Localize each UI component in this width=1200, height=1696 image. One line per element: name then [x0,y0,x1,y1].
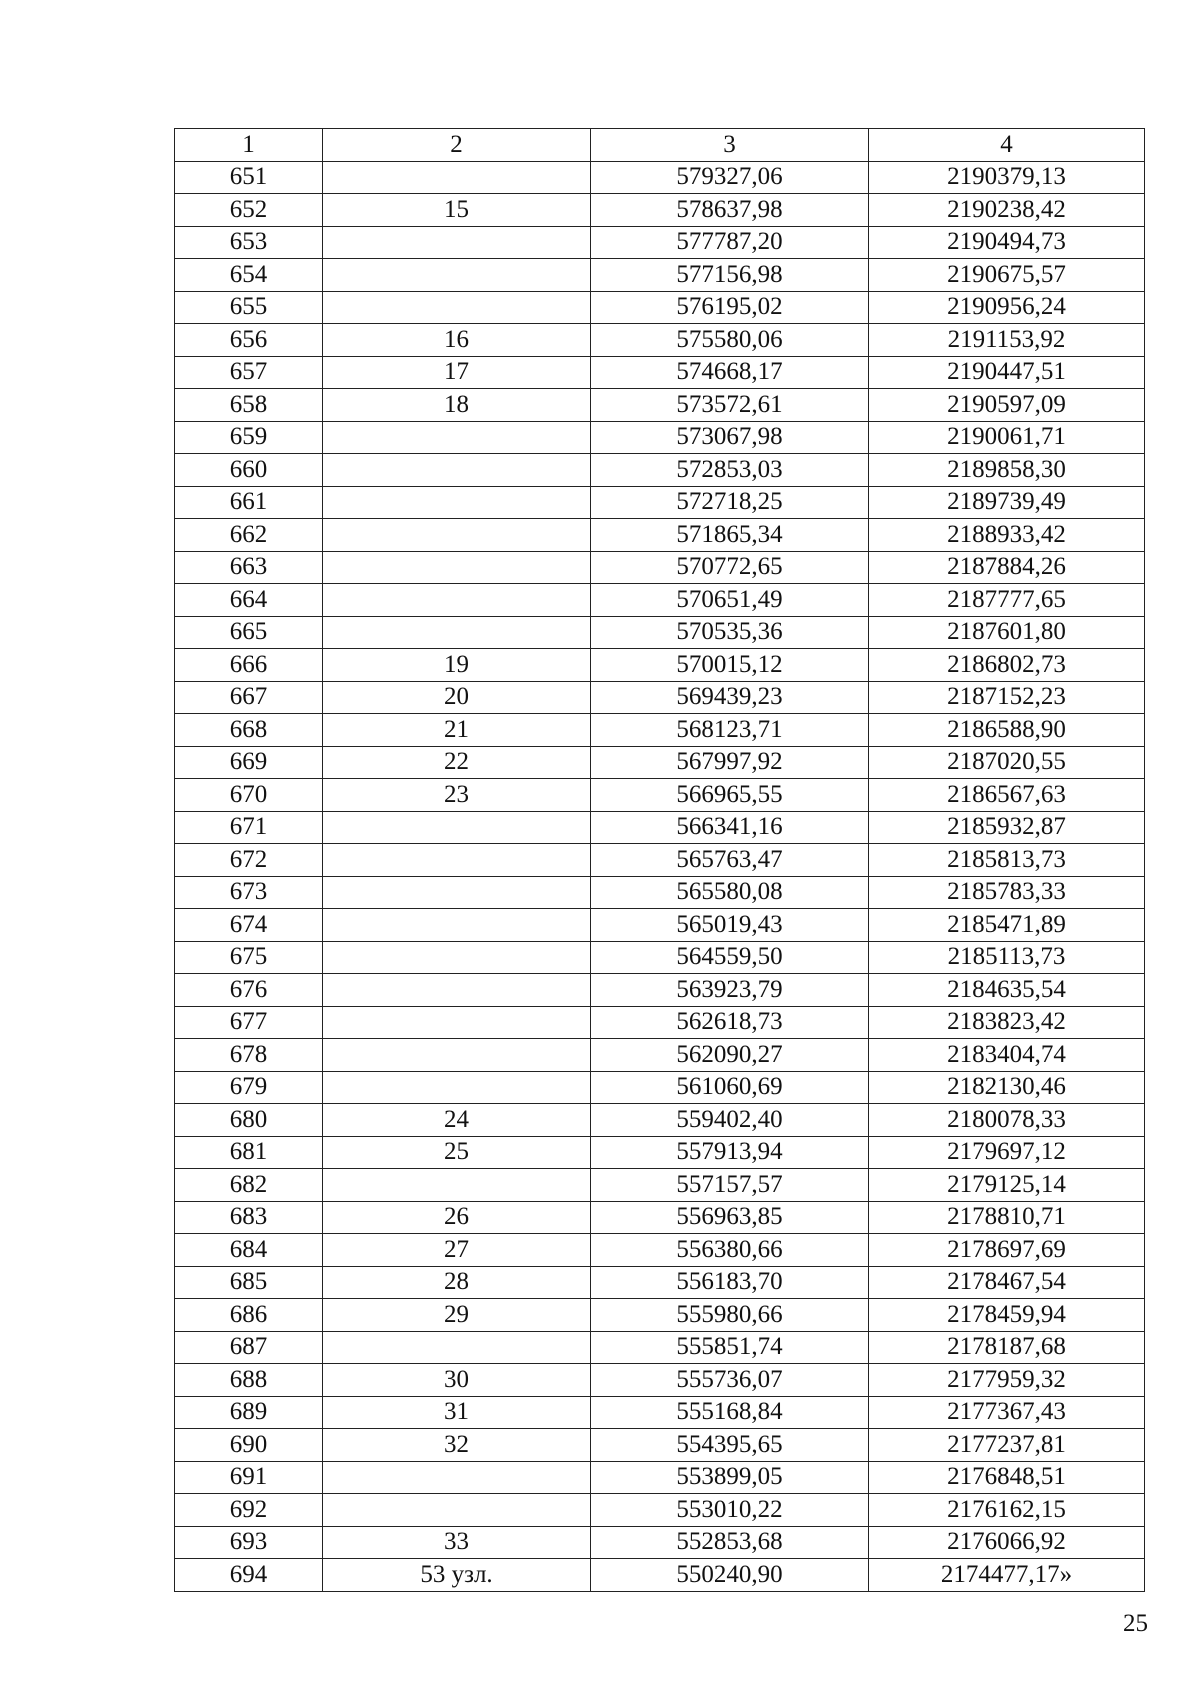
table-cell: 577787,20 [591,226,869,259]
table-row [175,324,1145,357]
table-cell: 2186567,63 [869,779,1145,812]
table-row [175,746,1145,779]
table-cell: 2183823,42 [869,1006,1145,1039]
table-row [175,259,1145,292]
table-cell: 565019,43 [591,909,869,942]
table-cell: 2191153,92 [869,324,1145,357]
table-cell: 30 [323,1364,591,1397]
table-cell: 556183,70 [591,1266,869,1299]
table-cell: 2189858,30 [869,454,1145,487]
table-cell: 688 [175,1364,323,1397]
table-row [175,1526,1145,1559]
table-cell: 654 [175,259,323,292]
table-cell: 2186802,73 [869,649,1145,682]
table-row [175,519,1145,552]
table-cell: 667 [175,681,323,714]
table-row [175,1461,1145,1494]
table-row [175,161,1145,194]
table-row [175,584,1145,617]
table-cell: 27 [323,1234,591,1267]
table-cell: 15 [323,194,591,227]
table-row [175,194,1145,227]
table-cell: 576195,02 [591,291,869,324]
table-cell: 553899,05 [591,1461,869,1494]
table-cell: 2185813,73 [869,844,1145,877]
table-cell: 550240,90 [591,1559,869,1592]
table-cell [323,909,591,942]
table-cell: 569439,23 [591,681,869,714]
table-cell [323,1331,591,1364]
table-cell [323,1071,591,1104]
table-cell: 32 [323,1429,591,1462]
table-cell: 572853,03 [591,454,869,487]
table-header-row [175,129,1145,162]
table-row [175,1234,1145,1267]
table-cell: 2185783,33 [869,876,1145,909]
table-row [175,1039,1145,1072]
table-cell: 575580,06 [591,324,869,357]
table-cell: 555168,84 [591,1396,869,1429]
table-row [175,486,1145,519]
table-cell: 662 [175,519,323,552]
table-cell: 676 [175,974,323,1007]
table-cell: 23 [323,779,591,812]
header-cell: 3 [591,129,869,162]
table-row [175,421,1145,454]
table-cell: 28 [323,1266,591,1299]
table-cell: 2179125,14 [869,1169,1145,1202]
table-cell: 692 [175,1494,323,1527]
table-cell [323,1006,591,1039]
table-cell [323,1039,591,1072]
table-cell: 668 [175,714,323,747]
table-cell: 2178187,68 [869,1331,1145,1364]
table-cell: 2176162,15 [869,1494,1145,1527]
table-cell: 2190238,42 [869,194,1145,227]
table-cell: 2183404,74 [869,1039,1145,1072]
table-row [175,1559,1145,1592]
table-row [175,1429,1145,1462]
table-row [175,291,1145,324]
table-cell [323,584,591,617]
table-row [175,1364,1145,1397]
table-cell [323,876,591,909]
table-cell: 2187601,80 [869,616,1145,649]
table-cell: 2180078,33 [869,1104,1145,1137]
table-cell: 653 [175,226,323,259]
table-cell: 663 [175,551,323,584]
table-cell: 25 [323,1136,591,1169]
table-cell: 2185113,73 [869,941,1145,974]
table-cell: 682 [175,1169,323,1202]
table-cell: 564559,50 [591,941,869,974]
table-cell [323,259,591,292]
table-cell: 552853,68 [591,1526,869,1559]
table-cell: 2190061,71 [869,421,1145,454]
table-cell: 18 [323,389,591,422]
table-cell: 2178697,69 [869,1234,1145,1267]
table-cell: 16 [323,324,591,357]
table-cell: 680 [175,1104,323,1137]
table-cell: 570535,36 [591,616,869,649]
table-cell: 553010,22 [591,1494,869,1527]
table-row [175,1266,1145,1299]
table-cell: 565580,08 [591,876,869,909]
table-cell: 555980,66 [591,1299,869,1332]
table-row [175,876,1145,909]
table-row [175,616,1145,649]
table-cell: 573572,61 [591,389,869,422]
table-cell: 574668,17 [591,356,869,389]
table-row [175,389,1145,422]
table-cell: 673 [175,876,323,909]
table-cell: 571865,34 [591,519,869,552]
table-cell: 20 [323,681,591,714]
table-cell: 656 [175,324,323,357]
table-row [175,941,1145,974]
table-cell: 573067,98 [591,421,869,454]
table-cell [323,616,591,649]
table-cell: 31 [323,1396,591,1429]
table-row [175,1396,1145,1429]
table-cell: 674 [175,909,323,942]
table-cell: 683 [175,1201,323,1234]
table-row [175,1006,1145,1039]
table-cell: 2185471,89 [869,909,1145,942]
table-cell: 2187777,65 [869,584,1145,617]
table-cell: 570772,65 [591,551,869,584]
table-cell: 685 [175,1266,323,1299]
table-cell: 562618,73 [591,1006,869,1039]
table-cell [323,421,591,454]
table-cell: 690 [175,1429,323,1462]
table-cell: 554395,65 [591,1429,869,1462]
table-cell: 562090,27 [591,1039,869,1072]
table-cell: 681 [175,1136,323,1169]
table-row [175,1494,1145,1527]
table-cell: 570015,12 [591,649,869,682]
table-row [175,1201,1145,1234]
table-cell [323,1494,591,1527]
table-cell: 689 [175,1396,323,1429]
table-row [175,551,1145,584]
table-row [175,1331,1145,1364]
table-cell: 2176848,51 [869,1461,1145,1494]
table-cell [323,941,591,974]
table-cell: 2179697,12 [869,1136,1145,1169]
table-row [175,714,1145,747]
table-row [175,779,1145,812]
table-row [175,649,1145,682]
table-cell: 555736,07 [591,1364,869,1397]
table-cell: 679 [175,1071,323,1104]
table-cell: 684 [175,1234,323,1267]
table-cell [323,161,591,194]
table-cell: 2190675,57 [869,259,1145,292]
table-cell: 675 [175,941,323,974]
table-row [175,974,1145,1007]
table-cell: 2185932,87 [869,811,1145,844]
table-cell: 567997,92 [591,746,869,779]
table-cell: 2190494,73 [869,226,1145,259]
table-cell: 665 [175,616,323,649]
table-cell: 694 [175,1559,323,1592]
table-row [175,1299,1145,1332]
table-cell: 2178810,71 [869,1201,1145,1234]
table-cell [323,811,591,844]
table-cell: 17 [323,356,591,389]
table-cell: 2178467,54 [869,1266,1145,1299]
table-body [175,161,1145,1591]
header-cell: 2 [323,129,591,162]
table-cell: 2177237,81 [869,1429,1145,1462]
table-cell: 2177367,43 [869,1396,1145,1429]
table-cell: 557913,94 [591,1136,869,1169]
table-cell: 658 [175,389,323,422]
table-cell: 563923,79 [591,974,869,1007]
table-cell: 559402,40 [591,1104,869,1137]
table-cell: 651 [175,161,323,194]
table-cell: 24 [323,1104,591,1137]
table-cell: 566341,16 [591,811,869,844]
table-cell [323,519,591,552]
table-cell: 33 [323,1526,591,1559]
table-cell [323,291,591,324]
table-cell: 2178459,94 [869,1299,1145,1332]
table-cell [323,1169,591,1202]
table-cell: 670 [175,779,323,812]
table-cell: 22 [323,746,591,779]
table-cell: 691 [175,1461,323,1494]
table-cell: 565763,47 [591,844,869,877]
table-row [175,1136,1145,1169]
table-cell: 659 [175,421,323,454]
table-cell [323,226,591,259]
table-row [175,811,1145,844]
table-cell [323,844,591,877]
table-cell: 556380,66 [591,1234,869,1267]
table-cell: 693 [175,1526,323,1559]
table-cell: 29 [323,1299,591,1332]
table-cell: 2187152,23 [869,681,1145,714]
table-cell: 19 [323,649,591,682]
table-cell: 669 [175,746,323,779]
table-row [175,844,1145,877]
table-cell: 2187884,26 [869,551,1145,584]
table-cell: 664 [175,584,323,617]
table-cell [323,454,591,487]
table-cell: 2190956,24 [869,291,1145,324]
table-cell: 579327,06 [591,161,869,194]
table-cell: 2174477,17» [869,1559,1145,1592]
table-cell: 661 [175,486,323,519]
table-row [175,1169,1145,1202]
table-cell: 2190597,09 [869,389,1145,422]
table-cell: 655 [175,291,323,324]
table-row [175,909,1145,942]
table-cell: 572718,25 [591,486,869,519]
table-row [175,454,1145,487]
table-cell: 2176066,92 [869,1526,1145,1559]
table-cell: 561060,69 [591,1071,869,1104]
table-row [175,681,1145,714]
table-cell: 555851,74 [591,1331,869,1364]
table-row [175,356,1145,389]
table-cell [323,1461,591,1494]
table-cell: 21 [323,714,591,747]
table-cell: 652 [175,194,323,227]
table-cell: 2190379,13 [869,161,1145,194]
table-cell: 577156,98 [591,259,869,292]
page-number: 25 [1123,1610,1148,1637]
table-cell: 677 [175,1006,323,1039]
table-cell [323,551,591,584]
table-cell [323,486,591,519]
table-cell [323,974,591,1007]
table-cell: 2190447,51 [869,356,1145,389]
table-cell: 660 [175,454,323,487]
table-row [175,226,1145,259]
table-cell: 2189739,49 [869,486,1145,519]
table-cell: 2182130,46 [869,1071,1145,1104]
table-cell: 568123,71 [591,714,869,747]
table-cell: 570651,49 [591,584,869,617]
table-cell: 2184635,54 [869,974,1145,1007]
table-cell: 687 [175,1331,323,1364]
table-cell: 2188933,42 [869,519,1145,552]
table-cell: 686 [175,1299,323,1332]
table-cell: 2177959,32 [869,1364,1145,1397]
table-cell: 2187020,55 [869,746,1145,779]
table-cell: 566965,55 [591,779,869,812]
header-cell: 1 [175,129,323,162]
table-cell: 2186588,90 [869,714,1145,747]
table-cell: 26 [323,1201,591,1234]
header-cell: 4 [869,129,1145,162]
table-cell: 578637,98 [591,194,869,227]
table-cell: 672 [175,844,323,877]
table-cell: 657 [175,356,323,389]
coordinates-table [174,128,1145,1592]
table-cell: 53 узл. [323,1559,591,1592]
table-cell: 666 [175,649,323,682]
table-cell: 556963,85 [591,1201,869,1234]
table-row [175,1104,1145,1137]
table-row [175,1071,1145,1104]
table-cell: 678 [175,1039,323,1072]
table-cell: 671 [175,811,323,844]
table-cell: 557157,57 [591,1169,869,1202]
